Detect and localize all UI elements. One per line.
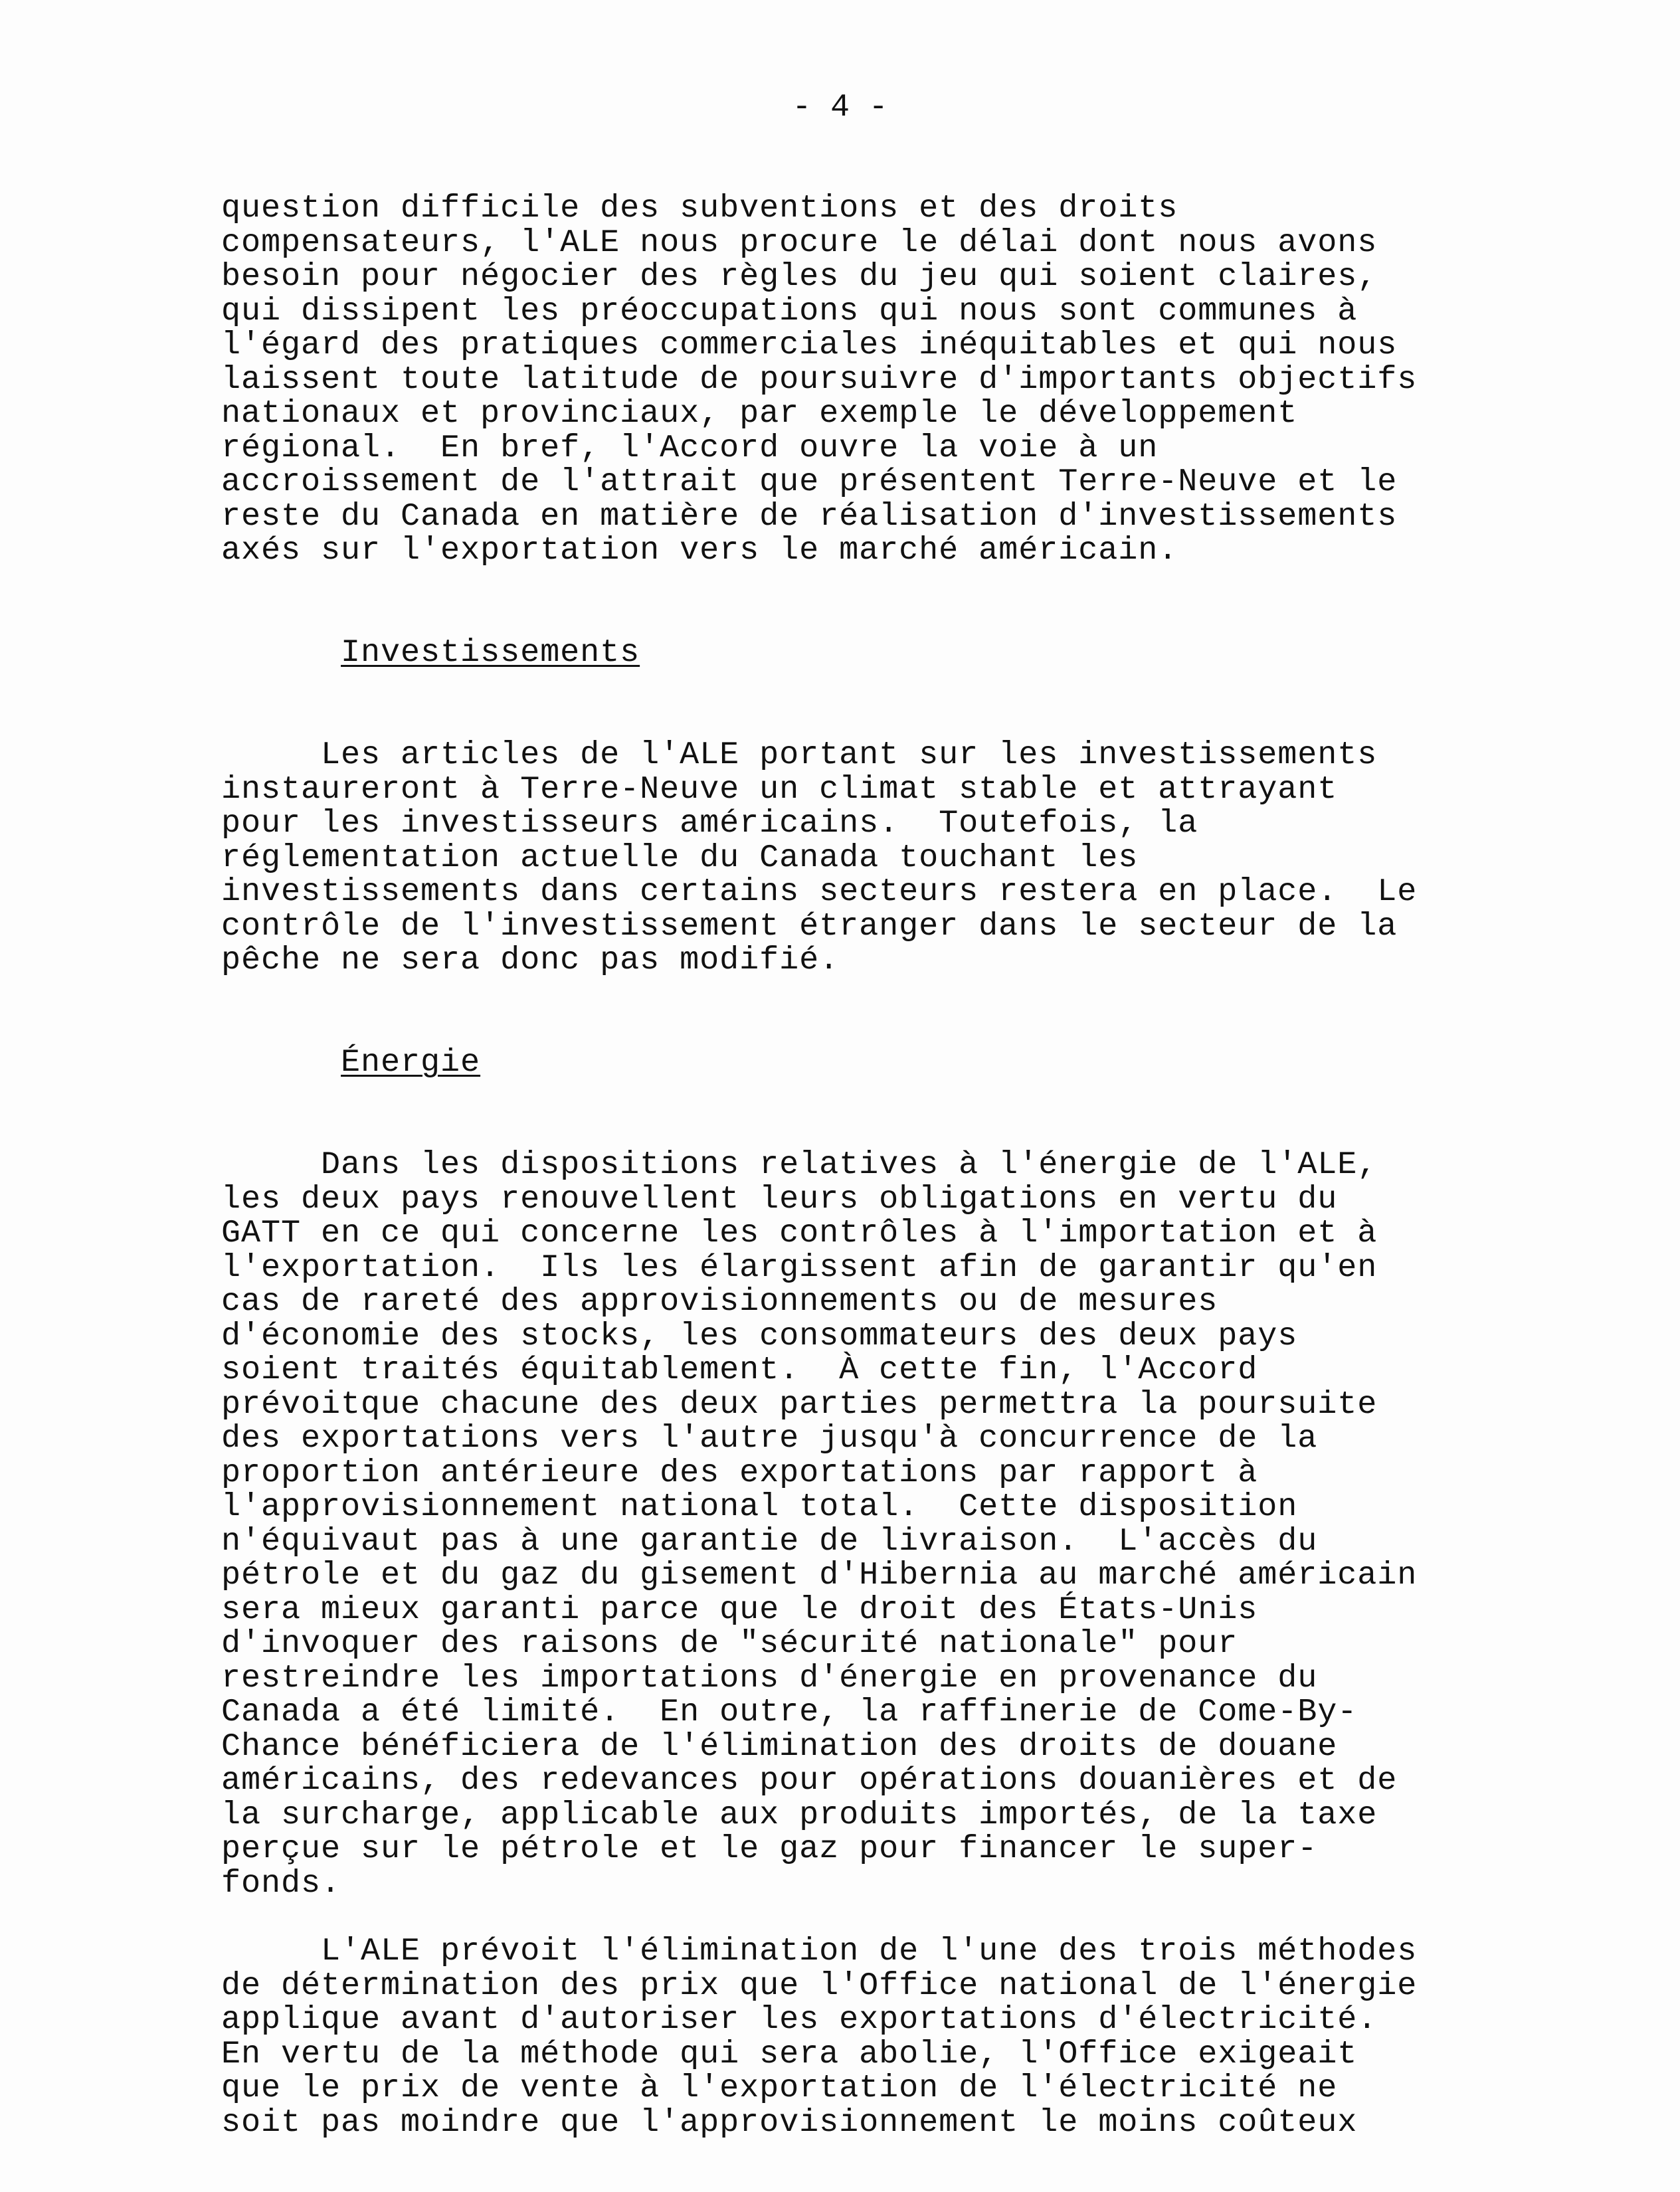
investissements-heading xyxy=(221,602,1457,705)
energie-heading xyxy=(221,1012,1457,1115)
energie-paragraph-2: L'ALE prévoit l'élimination de l'une des trois méthodes de détermination des prix que l'Office national de l'énergie applique avant d'autoriser les exportations d'électricité. En vertu de la méthode qui sera abolie, l'Office exigeait que le prix de vente à l'exportation de l'électricité ne soit pas moindre que l'approvisionnement le moins coûteux xyxy=(221,1933,1418,2141)
page-number: - 4 - xyxy=(792,90,888,126)
paragraph-spacer xyxy=(221,704,1457,738)
paragraph-spacer xyxy=(221,978,1457,1012)
investissements-paragraph: Les articles de l'ALE portant sur les investissements instaureront à Terre-Neuve un climat stable et attrayant pour les investisseurs américains. Toutefois, la réglementation actuelle du Canada touchant les investissements dans certains secteurs restera en place. Le contrôle de l'investissement étranger dans le secteur de la pêche ne sera donc pas modifié. xyxy=(221,737,1418,978)
paragraph-spacer xyxy=(221,1114,1457,1148)
document-body xyxy=(221,191,1457,2140)
paragraph-spacer xyxy=(221,568,1457,602)
intro-paragraph: question difficile des subventions et des droits compensateurs, l'ALE nous procure le délai dont nous avons besoin pour négocier des règles du jeu qui soient claires, qui dissipent les préoccupations qui nous sont communes à l'égard des pratiques commerciales inéquitables et qui nous laissent toute latitude de poursuivre d'importants objectifs nationaux et provinciaux, par exemple le développement régional. En bref, l'Accord ouvre la voie à un accroissement de l'attrait que présentent Terre-Neuve et le reste du Canada en matière de réalisation d'investissements axés sur l'exportation vers le marché américain. xyxy=(221,190,1418,569)
energie-heading-label: Énergie xyxy=(341,1044,481,1081)
investissements-heading-label: Investissements xyxy=(341,634,640,671)
paragraph-spacer xyxy=(221,1900,1457,1934)
energie-paragraph-1: Dans les dispositions relatives à l'énergie de l'ALE, les deux pays renouvellent leurs obligations en vertu du GATT en ce qui concerne les contrôles à l'importation et à l'exportation. Ils les élargissent afin de garantir qu'en cas de rareté des approvisionnements ou de mesures d'économie des stocks, les consommateurs des deux pays soient traités équitablement. À cette fin, l'Accord prévoitque chacune des deux parties permettra la poursuite des exportations vers l'autre jusqu'à concurrence de la proportion antérieure des exportations par rapport à l'approvisionnement national total. Cette disposition n'équivaut pas à une garantie de livraison. L'accès du pétrole et du gaz du gisement d'Hibernia au marché américain sera mieux garanti parce que le droit des États-Unis d'invoquer des raisons de "sécurité nationale" pour restreindre les importations d'énergie en provenance du Canada a été limité. En outre, la raffinerie de Come-By- Chance bénéficiera de l'élimination des droits de douane américains, des redevances pour opérations douanières et de la surcharge, applicable aux produits importés, de la taxe perçue sur le pétrole et le gaz pour financer le super- fonds. xyxy=(221,1146,1418,1902)
